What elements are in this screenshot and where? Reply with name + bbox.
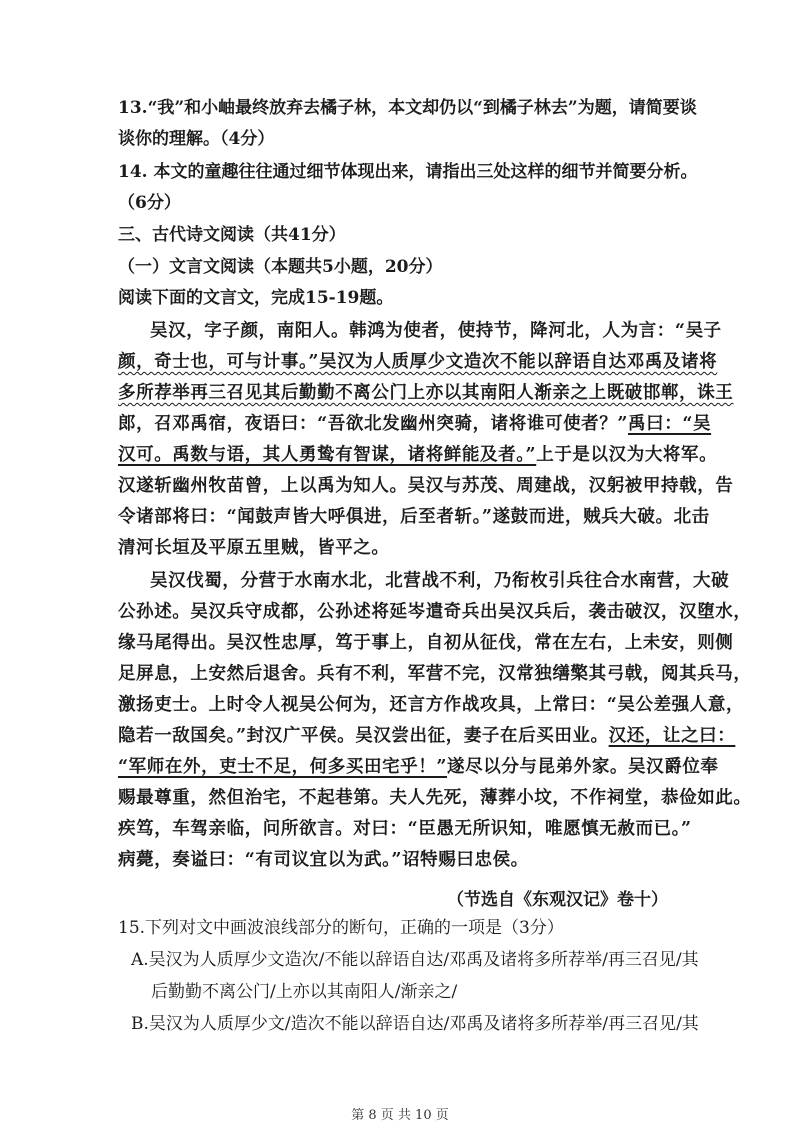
passage-line: 吴汉伐蜀，分营于水南水北，北营战不利，乃衔枚引兵往合水南营，大破 — [150, 571, 730, 591]
underlined-text: 汉可。禹数与语，其人勇鸷有智谋，诸将鲜能及者。” — [118, 445, 537, 465]
q15-option-b-line1: B.吴汉为人质厚少文/造次不能以辞语自达/邓禹及诸将多所荐举/再三召见/其 — [131, 1014, 699, 1034]
passage-line — [118, 414, 711, 434]
underlined-text: 禹曰：“吴 — [628, 414, 712, 434]
passage-line: 疾笃，车驾亲临，问所欲言。对曰：“臣愚无所识知，唯愿慎无赦而已。” — [118, 819, 692, 839]
q15-option-a-line2: 后勤勤不离公门/上亦以其南阳人/渐亲之/ — [151, 982, 458, 1002]
passage-line: 赐最尊重，然但治宅，不起巷第。夫人先死，薄葬小坟，不作祠堂，恭俭如此。 — [118, 788, 752, 808]
page-footer: 第 8 页 共 10 页 — [351, 1108, 449, 1123]
q13-line2: 谈你的理解。（4分） — [118, 129, 275, 149]
underlined-text: 汉还，让之曰： — [608, 726, 736, 746]
passage-line — [118, 445, 717, 465]
q15-stem: 15.下列对文中画波浪线部分的断句，正确的一项是（3分） — [118, 918, 564, 938]
passage-line: 吴汉，字子颜，南阳人。韩鸿为使者，使持节，降河北，人为言：“吴子 — [150, 321, 722, 341]
q14-line1: 14. 本文的童趣往往通过细节体现出来，请指出三处这样的细节并简要分析。 — [118, 162, 698, 182]
wavy-underlined-text: 颜，奇士也，可与计事。”吴汉为人质厚少文造次不能以辞语自达邓禹及诸将 — [118, 352, 718, 372]
reading-instruction: 阅读下面的文言文，完成15-19题。 — [118, 288, 394, 308]
section-title: 三、古代诗文阅读（共41分） — [118, 225, 346, 245]
passage-line — [118, 383, 733, 403]
passage-line: 公孙述。吴汉兵守成都，公孙述将延岑遣奇兵出吴汉兵后，袭击破汉，汉堕水， — [118, 602, 752, 622]
wavy-underlined-text: 多所荐举再三召见其后勤勤不离公门上亦以其南阳人渐亲之上既破邯郸，诛王 — [118, 383, 734, 403]
passage-line — [118, 352, 717, 372]
passage-source: （节选自《东观汉记》卷十） — [447, 890, 668, 910]
q14-line2: （6分） — [118, 193, 181, 213]
passage-text: 上于是以汉为大将军。 — [536, 445, 718, 465]
passage-line: 清河长垣及平原五里贼，皆平之。 — [118, 538, 390, 558]
passage-line: 缘马尾得出。吴汉性忠厚，笃于事上，自初从征伐，常在左右，上未安，则侧 — [118, 633, 734, 653]
passage-line — [118, 726, 735, 746]
underlined-text: “军师在外，吏士不足，何多买田宅乎！” — [118, 757, 448, 777]
passage-line: 足屏息，上安然后退舍。兵有不利，军营不完，汉常独缮檠其弓戟，阅其兵马， — [118, 664, 752, 684]
passage-text: 隐若一敌国矣。”封汉广平侯。吴汉尝出征，妻子在后买田业。 — [118, 726, 609, 746]
passage-text: 郎，召邓禹宿，夜语曰：“吾欲北发幽州突骑，诸将谁可使者？” — [118, 414, 629, 434]
passage-line: 令诸部将曰：“闻鼓声皆大呼俱进，后至者斩。”遂鼓而进，贼兵大破。北击 — [118, 507, 710, 527]
passage-line: 激扬吏士。上时令人视吴公何为，还言方作战攻具，上常曰：“吴公差强人意， — [118, 695, 745, 715]
q13-line1: 13.“我”和小岫最终放弃去橘子林，本文却仍以“到橘子林去”为题，请简要谈 — [118, 98, 697, 118]
passage-line: 病薨，奏谥曰：“有司议宜以为武。”诏特赐曰忠侯。 — [118, 850, 529, 870]
passage-text: 遂尽以分与昆弟外家。吴汉爵位奉 — [447, 757, 719, 777]
passage-line: 汉遂斩幽州牧苗曾，上以禹为知人。吴汉与苏茂、周建战，汉躬被甲持戟，告 — [118, 476, 734, 496]
subsection-title: （一）文言文阅读（本题共5小题，20分） — [118, 257, 443, 277]
passage-line — [118, 757, 719, 777]
q15-option-a-line1: A.吴汉为人质厚少文造次/不能以辞语自达/邓禹及诸将多所荐举/再三召见/其 — [131, 950, 699, 970]
